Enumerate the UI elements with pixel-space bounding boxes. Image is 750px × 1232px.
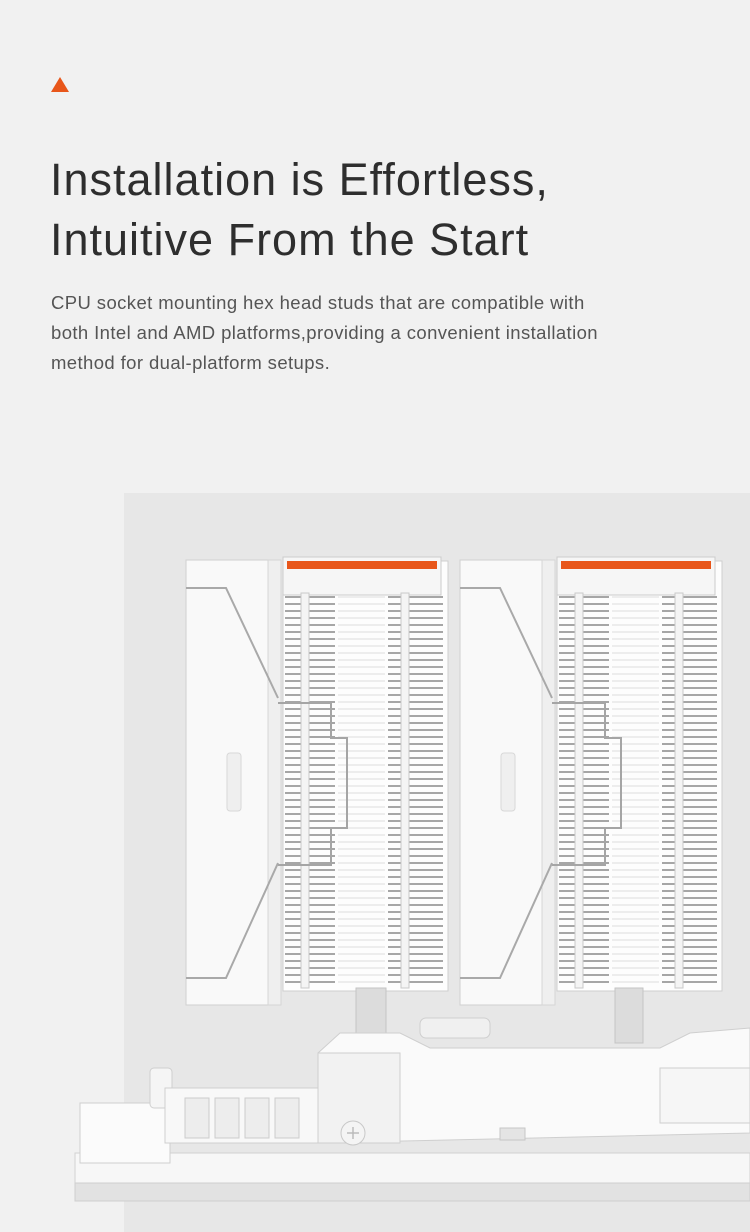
accent-triangle-icon: [51, 77, 69, 92]
description-line-1: CPU socket mounting hex head studs that are compatible with: [51, 292, 585, 313]
description-text: [51, 288, 701, 378]
page-title: [50, 150, 730, 270]
description-line-2: both Intel and AMD platforms,providing a convenient installation: [51, 322, 598, 343]
title-line-2: Intuitive From the Start: [50, 214, 530, 265]
description-line-3: method for dual-platform setups.: [51, 352, 331, 373]
title-line-1: Installation is Effortless,: [50, 154, 549, 205]
cpu-cooler-illustration-icon: [0, 493, 750, 1232]
